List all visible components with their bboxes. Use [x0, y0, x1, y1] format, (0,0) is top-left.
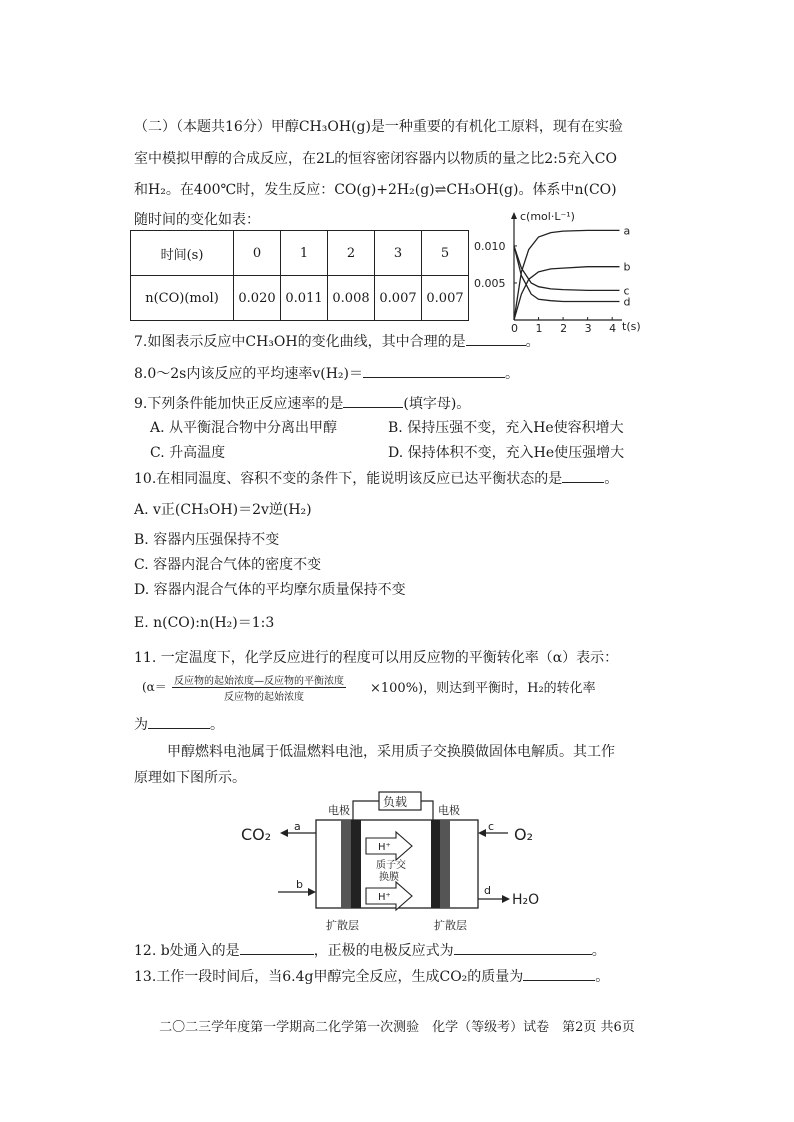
proton-label-top: H⁺	[378, 842, 391, 853]
formula-numerator: 反应物的起始浓度—反应物的平衡浓度	[172, 672, 346, 688]
question-9	[134, 393, 470, 414]
q9-option-c: C. 升高温度	[150, 445, 226, 461]
answer-blank-q9[interactable]	[343, 393, 403, 408]
x-tick-label: 0	[511, 322, 518, 335]
question-7-text: 7.如图表示反应中CH₃OH的变化曲线，其中合理的是	[134, 334, 466, 350]
series-label-c: c	[623, 284, 630, 298]
table-header-n: n(CO)(mol)	[131, 276, 234, 321]
intro-line-3: 和H₂。在400℃时，发生反应：CO(g)+2H₂(g)⇌CH₃OH(g)。体系中n(CO)	[134, 182, 617, 198]
electrode-label-right: 电极	[438, 804, 460, 817]
membrane-label-1: 质子交	[376, 860, 406, 871]
q9-option-b: B. 保持压强不变，充入He使容积增大	[388, 420, 624, 436]
proton-label-bottom: H⁺	[378, 892, 391, 903]
q10-option-d: D. 容器内混合气体的平均摩尔质量保持不变	[134, 582, 406, 598]
table-cell: 5	[422, 231, 469, 276]
question-10: 10.在相同温度、容积不变的条件下，能说明该反应已达平衡状态的是 。	[134, 468, 618, 489]
x-tick-label: 3	[584, 322, 592, 335]
wire-right	[421, 801, 433, 820]
table-header-time: 时间(s)	[131, 231, 234, 276]
port-c-label: c	[488, 820, 495, 833]
port-c-arrowhead	[478, 829, 486, 837]
answer-blank-q10[interactable]	[562, 468, 604, 483]
formula-suffix: ×100%)，则达到平衡时，H₂的转化率	[370, 681, 596, 696]
x-tick-label: 4	[609, 322, 617, 335]
battery-paragraph-1: 甲醇燃料电池属于低温燃料电池，采用质子交换膜做固体电解质。其工作	[167, 744, 615, 760]
q9-option-a: A. 从平衡混合物中分离出甲醇	[150, 420, 338, 436]
question-9-suffix: (填字母)。	[403, 396, 471, 412]
table-cell: 0.020	[234, 276, 281, 321]
wire-left	[353, 801, 379, 820]
load-label: 负载	[383, 795, 408, 809]
question-11-text: 为	[134, 717, 148, 733]
question-8-text: 8.0～2s内该反应的平均速率v(H₂)＝	[134, 366, 364, 382]
port-d-label: d	[484, 884, 491, 897]
concentration-chart	[472, 206, 672, 336]
intro-line-1: （二）（本题共16分）甲醇CH₃OH(g)是一种重要的有机化工原料，现有在实验	[134, 119, 623, 135]
port-a-label: a	[294, 820, 301, 833]
x-tick-label: 2	[560, 322, 568, 335]
table-cell: 0.008	[328, 276, 375, 321]
membrane-label-2: 换膜	[379, 872, 399, 883]
answer-blank-q11[interactable]	[148, 714, 210, 729]
question-12-text-a: 12. b处通入的是	[134, 943, 240, 959]
q9-option-d: D. 保持体积不变，充入He使压强增大	[388, 445, 625, 461]
answer-blank-q13[interactable]	[523, 966, 595, 981]
series-label-b: b	[623, 260, 631, 274]
table-row	[131, 231, 469, 276]
answer-blank-q12-b[interactable]	[240, 940, 314, 955]
diffusion-layer-left	[341, 820, 351, 908]
x-axis-label: t(s)	[622, 320, 641, 333]
question-7: 7.如图表示反应中CH₃OH的变化曲线，其中合理的是 。	[134, 331, 540, 352]
formula-prefix: (α＝	[142, 680, 167, 694]
h2o-label: H₂O	[512, 892, 540, 908]
question-13: 13.工作一段时间后，当6.4g甲醇完全反应，生成CO₂的质量为 。	[134, 966, 609, 987]
series-line-a	[514, 230, 620, 320]
y-axis-label: c(mol·L⁻¹)	[520, 210, 575, 223]
table-cell: 0.011	[281, 276, 328, 321]
table-cell: 3	[375, 231, 422, 276]
table-cell: 0.007	[422, 276, 469, 321]
question-8: 8.0～2s内该反应的平均速率v(H₂)＝ 。	[134, 363, 519, 384]
question-11-line-1: 11. 一定温度下，化学反应进行的程度可以用反应物的平衡转化率（α）表示：	[134, 650, 619, 666]
series-label-a: a	[623, 224, 631, 238]
table-cell: 0.007	[375, 276, 422, 321]
q10-option-c: C. 容器内混合气体的密度不变	[134, 557, 322, 573]
series-line-b	[514, 267, 620, 320]
answer-blank-q7[interactable]	[466, 331, 526, 346]
electrode-right	[431, 820, 440, 908]
co-time-table	[130, 230, 469, 321]
question-12-text-b: ，正极的电极反应式为	[313, 943, 454, 959]
question-9-text: 9.下列条件能加快正反应速率的是	[134, 396, 344, 412]
formula-denominator: 反应物的起始浓度	[224, 692, 304, 703]
fuel-cell-diagram	[236, 788, 576, 934]
answer-blank-q8[interactable]	[363, 363, 505, 378]
q10-option-b: B. 容器内压强保持不变	[134, 532, 280, 548]
co2-label: CO₂	[241, 825, 272, 844]
table-cell: 2	[328, 231, 375, 276]
port-b-label: b	[296, 878, 303, 891]
answer-blank-q12-electrode[interactable]	[454, 940, 592, 955]
series-line-d	[514, 246, 620, 302]
question-12: 12. b处通入的是 ，正极的电极反应式为 。	[134, 940, 606, 961]
battery-paragraph-2: 原理如下图所示。	[134, 770, 246, 786]
intro-line-4: 随时间的变化如表：	[134, 212, 260, 228]
y-axis-arrow	[511, 212, 517, 219]
page-footer: 二〇二三学年度第一学期高二化学第一次测验 化学（等级考）试卷 第2页 共6页	[159, 1020, 635, 1035]
y-tick-label: 0.005	[474, 276, 506, 290]
port-b-arrowhead	[308, 888, 316, 896]
diffusion-label-right: 扩散层	[434, 919, 467, 932]
intro-line-2: 室中模拟甲醇的合成反应，在2L的恒容密闭容器内以物质的量之比2:5充入CO	[134, 151, 617, 167]
electrode-label-left: 电极	[328, 804, 350, 817]
question-13-text: 13.工作一段时间后，当6.4g甲醇完全反应，生成CO₂的质量为	[134, 969, 524, 985]
table-cell: 1	[281, 231, 328, 276]
port-d-arrowhead	[502, 895, 510, 903]
table-cell: 0	[234, 231, 281, 276]
question-11-line-3: 为 。	[134, 714, 224, 735]
q10-option-a: A. v正(CH₃OH)＝2v逆(H₂)	[134, 502, 312, 518]
x-tick-label: 1	[535, 322, 543, 335]
series-label-d: d	[623, 295, 631, 309]
diffusion-label-left: 扩散层	[326, 919, 359, 932]
question-10-text: 10.在相同温度、容积不变的条件下，能说明该反应已达平衡状态的是	[134, 471, 563, 487]
o2-label: O₂	[514, 825, 534, 844]
electrode-left	[351, 820, 361, 908]
y-tick-label: 0.010	[474, 239, 506, 253]
diffusion-layer-right	[440, 820, 450, 908]
q10-option-e: E. n(CO):n(H₂)＝1:3	[134, 615, 275, 631]
port-a-arrowhead	[280, 829, 288, 837]
table-row	[131, 276, 469, 321]
